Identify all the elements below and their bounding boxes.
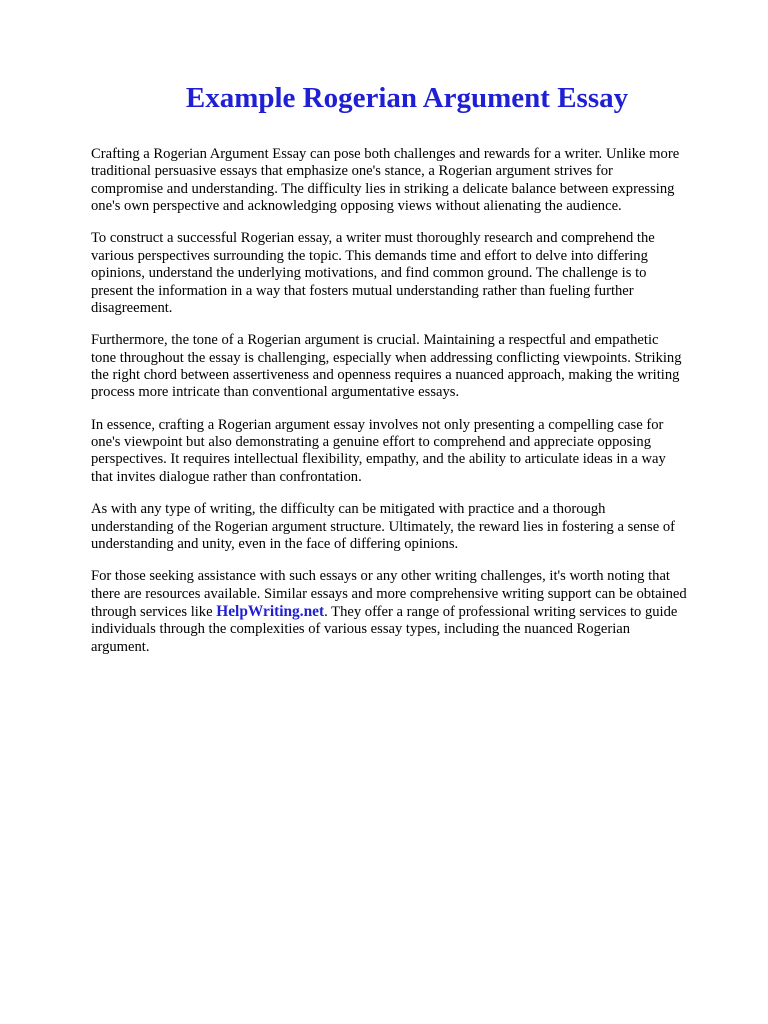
- text-line: perspectives. It requires intellectual flexibility, empathy, and the ability to articulate ideas in a way: [91, 451, 666, 468]
- text-line: Furthermore, the tone of a Rogerian argument is crucial. Maintaining a respectful and empathetic: [91, 332, 659, 349]
- text-line: there are resources available. Similar essays and more comprehensive writing support can be obtained: [91, 585, 687, 602]
- text-line: understanding of the Rogerian argument structure. Ultimately, the reward lies in fostering a sense of: [91, 518, 675, 535]
- paragraph-4: [91, 417, 731, 487]
- text-line: argument.: [91, 638, 150, 655]
- text-line: present the information in a way that fosters mutual understanding rather than fueling further: [91, 282, 634, 299]
- text-line: various perspectives surrounding the topic. This demands time and effort to delve into differing: [91, 247, 648, 264]
- paragraph-6: [91, 568, 731, 656]
- text-line: one's viewpoint but also demonstrating a genuine effort to comprehend and appreciate opposing: [91, 434, 652, 451]
- text-line: individuals through the complexities of various essay types, including the nuanced Rogerian: [91, 621, 631, 638]
- text-line: As with any type of writing, the difficulty can be mitigated with practice and a thorough: [91, 501, 606, 518]
- page-title: Example Rogerian Argument Essay: [185, 82, 629, 114]
- text-line: disagreement.: [91, 300, 173, 317]
- text-line: process more intricate than conventional argumentative essays.: [91, 384, 460, 401]
- text-line: In essence, crafting a Rogerian argument essay involves not only presenting a compelling case for: [91, 416, 664, 433]
- text-line-with-link: [91, 603, 731, 621]
- text-line: Crafting a Rogerian Argument Essay can pose both challenges and rewards for a writer. Unlike more: [91, 146, 680, 162]
- paragraph-3: [91, 332, 731, 402]
- essay-body: [91, 146, 731, 671]
- text-line: traditional persuasive essays that emphasize one's stance, a Rogerian argument strives for: [91, 163, 613, 180]
- text-line: one's own perspective and acknowledging opposing views without alienating the audience.: [91, 198, 622, 215]
- text-line: For those seeking assistance with such essays or any other writing challenges, it's worth noting that: [91, 568, 670, 585]
- text-line: the right chord between assertiveness and openness requires a nuanced approach, making the writing: [91, 367, 680, 384]
- text-line: tone throughout the essay is challenging, especially when addressing conflicting viewpoints. Striking: [91, 349, 682, 366]
- text-line: that invites dialogue rather than confrontation.: [91, 468, 362, 485]
- helpwriting-link[interactable]: HelpWriting.net: [216, 602, 325, 620]
- paragraph-1: [91, 146, 731, 216]
- text-line: opinions, understand the underlying motivations, and find common ground. The challenge is to: [91, 265, 647, 282]
- paragraph-2: [91, 230, 731, 317]
- text-line: compromise and understanding. The difficulty lies in striking a delicate balance between expressing: [91, 180, 675, 197]
- text-fragment: . They offer a range of professional writing services to guide: [324, 603, 678, 620]
- text-fragment: through services like: [91, 603, 217, 620]
- paragraph-5: [91, 501, 731, 553]
- text-line: understanding and unity, even in the face of differing opinions.: [91, 535, 459, 552]
- text-line: To construct a successful Rogerian essay, a writer must thoroughly research and comprehend the: [91, 230, 655, 247]
